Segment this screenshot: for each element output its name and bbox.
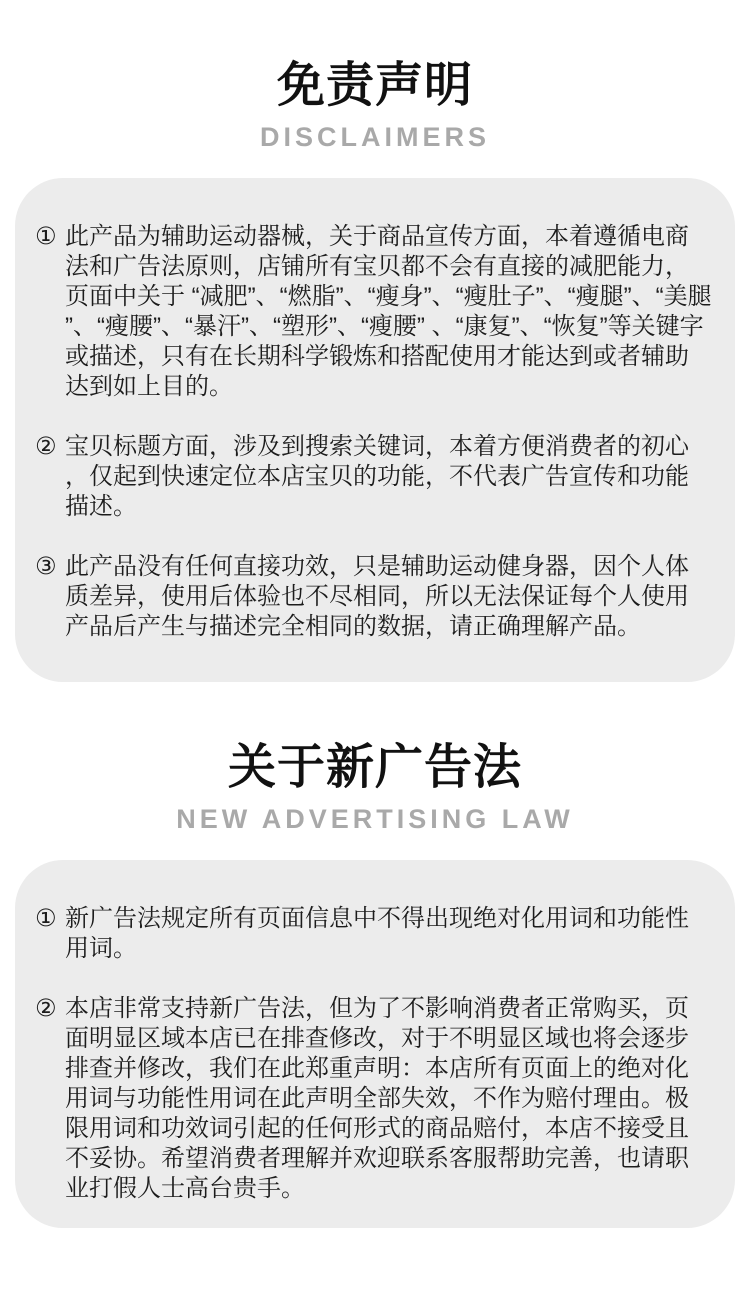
circled-number-marker: ① <box>35 905 57 932</box>
disclaimer-item-3 <box>35 552 712 642</box>
disclaimer-item-3-text: 此产品没有任何直接功效，只是辅助运动健身器，因个人体质差异，使用后体验也不尽相同，所以无法保证每个人使用产品后产生与描述完全相同的数据，请正确理解产品。 <box>65 553 689 640</box>
circled-number-marker: ③ <box>35 553 57 580</box>
circled-number-marker: ① <box>35 223 57 250</box>
circled-number-marker: ② <box>35 433 57 460</box>
advertising-law-card <box>15 860 735 1228</box>
advertising-law-item-1-text: 新广告法规定所有页面信息中不得出现绝对化用词和功能性用词。 <box>65 905 689 962</box>
advertising-law-item-1 <box>35 904 712 964</box>
advertising-law-subtitle: NEW ADVERTISING LAW <box>176 804 574 834</box>
disclaimer-item-2-text: 宝贝标题方面，涉及到搜索关键词，本着方便消费者的初心，仅起到快速定位本店宝贝的功能，不代表广告宣传和功能描述。 <box>65 433 689 520</box>
disclaimer-title: 免责声明 <box>276 59 473 112</box>
circled-number-marker: ② <box>35 995 57 1022</box>
disclaimer-card <box>15 178 735 682</box>
advertising-law-item-2 <box>35 994 712 1204</box>
advertising-law-item-2-text: 本店非常支持新广告法，但为了不影响消费者正常购买，页面明显区域本店已在排查修改，对于不明显区域也将会逐步排查并修改，我们在此郑重声明：本店所有页面上的绝对化用词与功能性用词在此声明全部失效，不作为赔付理由。极限用词和功效词引起的任何形式的商品赔付，本店不接受且不妥协。希望消费者理解并欢迎联系客服帮助完善，也请职业打假人士高台贵手。 <box>65 995 689 1202</box>
disclaimer-item-1 <box>35 222 712 402</box>
disclaimer-subtitle: DISCLAIMERS <box>259 122 490 152</box>
advertising-law-section <box>0 682 750 1228</box>
disclaimer-item-1-text: 此产品为辅助运动器械，关于商品宣传方面，本着遵循电商法和广告法原则，店铺所有宝贝都不会有直接的减肥能力，页面中关于 “减肥”、“燃脂”、“瘦身”、“瘦肚子”、“瘦腿”、“美腿”、“瘦腰”、“暴汗”、“塑形”、“瘦腰” 、“康复”、“恢复”等关键字或描述，只有在长期科学锻炼和搭配使用才能达到或者辅助达到如上目的。 <box>65 223 712 400</box>
disclaimer-item-2 <box>35 432 712 522</box>
advertising-law-title: 关于新广告法 <box>227 741 522 794</box>
